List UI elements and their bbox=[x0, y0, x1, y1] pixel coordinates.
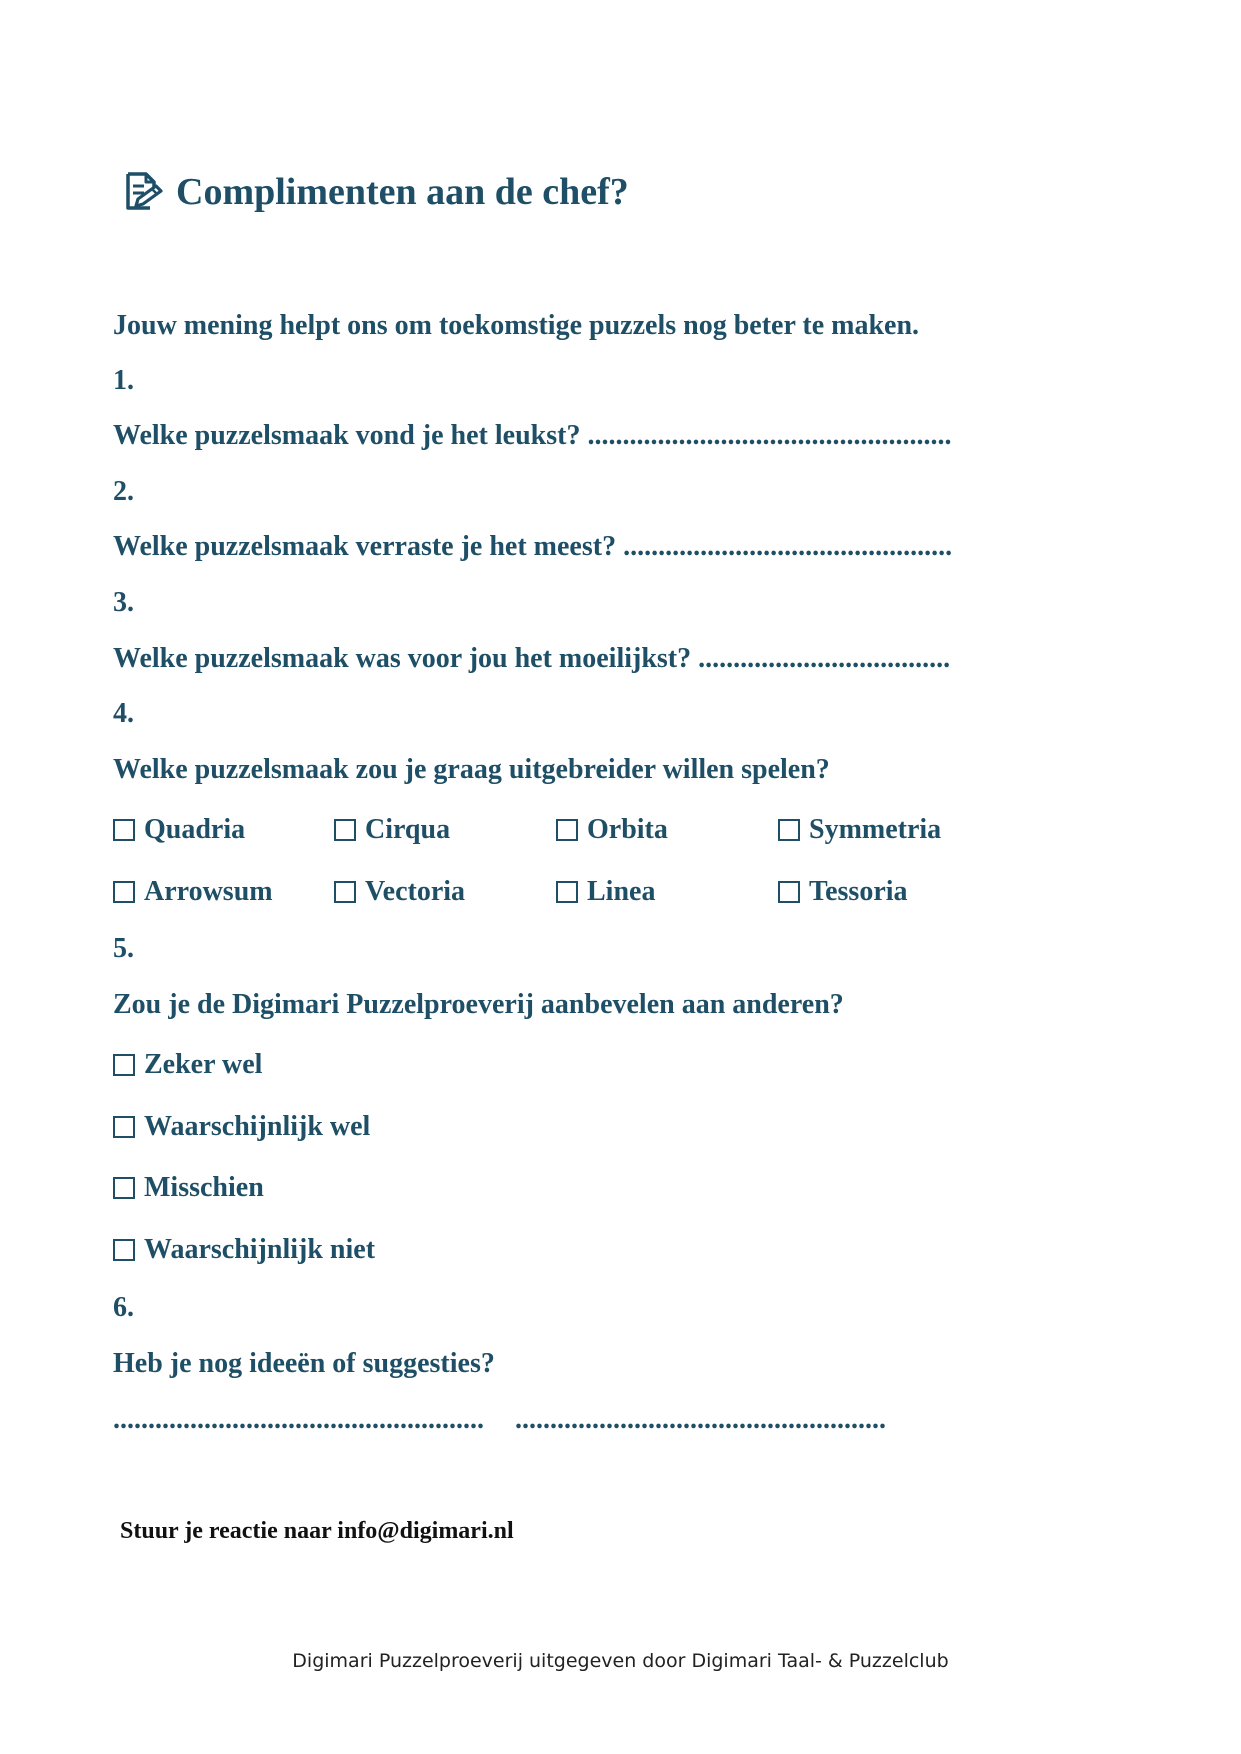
option-symmetria[interactable] bbox=[778, 814, 941, 846]
checkbox[interactable] bbox=[113, 819, 135, 841]
intro-text: Jouw mening helpt ons om toekomstige puzzels nog beter te maken. bbox=[113, 310, 920, 341]
checkbox[interactable] bbox=[113, 1054, 135, 1076]
question-4-number: 4. bbox=[113, 698, 134, 729]
answer-blank-right[interactable]: ..................................................... bbox=[515, 1404, 886, 1435]
question-2-number: 2. bbox=[113, 476, 134, 507]
option-label: Quadria bbox=[144, 814, 246, 845]
option-label: Vectoria bbox=[365, 876, 466, 907]
option-orbita[interactable] bbox=[556, 814, 668, 846]
answer-blank-left[interactable]: ..................................................... bbox=[113, 1404, 484, 1435]
checkbox[interactable] bbox=[113, 1116, 135, 1138]
option-arrowsum[interactable] bbox=[113, 876, 273, 908]
question-3-text: Welke puzzelsmaak was voor jou het moeilijkst? .................................... bbox=[113, 643, 951, 674]
question-4-text: Welke puzzelsmaak zou je graag uitgebreider willen spelen? bbox=[113, 754, 830, 785]
question-1-text: Welke puzzelsmaak vond je het leukst? .................................................... bbox=[113, 420, 952, 451]
checkbox[interactable] bbox=[778, 881, 800, 903]
question-3-number: 3. bbox=[113, 587, 134, 618]
question-2-text: Welke puzzelsmaak verraste je het meest? ............................................... bbox=[113, 531, 953, 562]
option-label: Tessoria bbox=[809, 876, 908, 907]
checkbox[interactable] bbox=[556, 881, 578, 903]
question-6-text: Heb je nog ideeën of suggesties? bbox=[113, 1348, 495, 1379]
option-label: Cirqua bbox=[365, 814, 451, 845]
option-linea[interactable] bbox=[556, 876, 655, 908]
question-6-number: 6. bbox=[113, 1292, 134, 1323]
option-label: Symmetria bbox=[809, 814, 942, 845]
edit-document-icon bbox=[120, 170, 164, 214]
option-cirqua[interactable] bbox=[334, 814, 450, 846]
option-label: Misschien bbox=[144, 1172, 264, 1203]
option-label: Orbita bbox=[587, 814, 668, 845]
option-label: Waarschijnlijk niet bbox=[144, 1234, 376, 1265]
checkbox[interactable] bbox=[778, 819, 800, 841]
question-5-text: Zou je de Digimari Puzzelproeverij aanbevelen aan anderen? bbox=[113, 989, 844, 1020]
checkbox[interactable] bbox=[334, 819, 356, 841]
option-misschien[interactable] bbox=[113, 1172, 264, 1204]
page-header bbox=[120, 170, 629, 214]
checkbox[interactable] bbox=[334, 881, 356, 903]
contact-text: Stuur je reactie naar info@digimari.nl bbox=[120, 1518, 514, 1544]
checkbox[interactable] bbox=[556, 819, 578, 841]
option-waarschijnlijk-wel[interactable] bbox=[113, 1111, 370, 1143]
page-title: Complimenten aan de chef? bbox=[176, 171, 629, 213]
option-vectoria[interactable] bbox=[334, 876, 465, 908]
option-quadria[interactable] bbox=[113, 814, 245, 846]
option-tessoria[interactable] bbox=[778, 876, 908, 908]
option-label: Arrowsum bbox=[144, 876, 273, 907]
checkbox[interactable] bbox=[113, 1239, 135, 1261]
option-waarschijnlijk-niet[interactable] bbox=[113, 1234, 375, 1266]
option-label: Linea bbox=[587, 876, 656, 907]
option-label: Waarschijnlijk wel bbox=[144, 1111, 371, 1142]
checkbox[interactable] bbox=[113, 1177, 135, 1199]
page-footer: Digimari Puzzelproeverij uitgegeven door Digimari Taal- & Puzzelclub bbox=[292, 1650, 949, 1672]
option-label: Zeker wel bbox=[144, 1049, 263, 1080]
option-zeker-wel[interactable] bbox=[113, 1049, 262, 1081]
question-5-number: 5. bbox=[113, 933, 134, 964]
checkbox[interactable] bbox=[113, 881, 135, 903]
question-1-number: 1. bbox=[113, 365, 134, 396]
